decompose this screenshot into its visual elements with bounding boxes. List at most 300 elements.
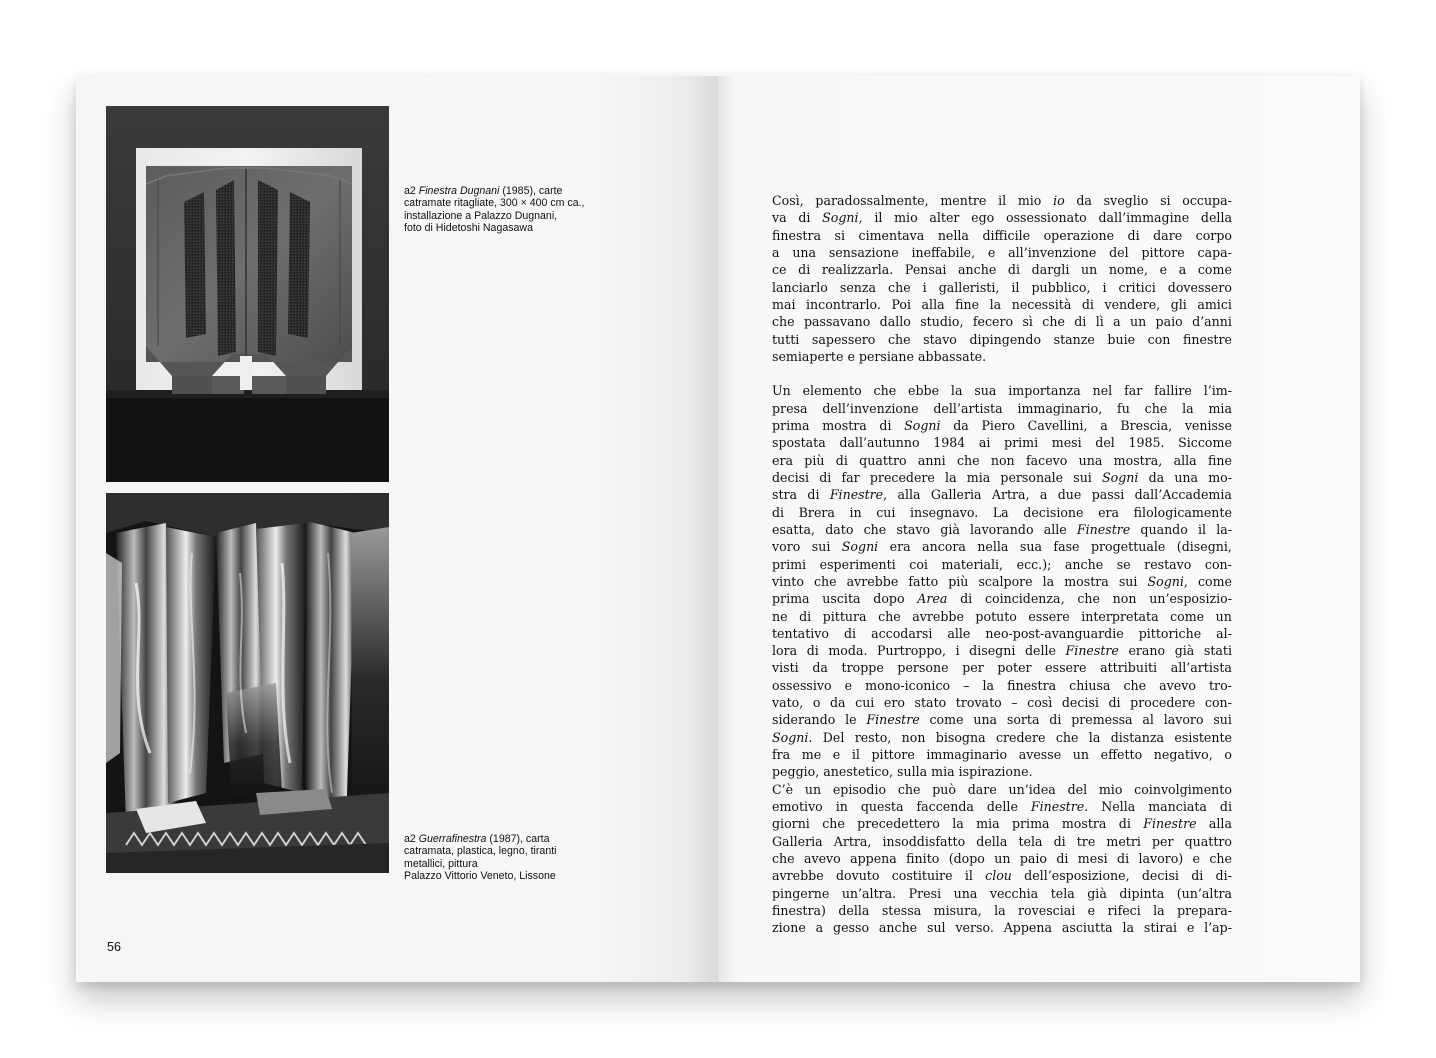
word: per xyxy=(962,660,984,676)
word: o xyxy=(812,695,821,711)
word: lavoro) xyxy=(1138,850,1184,866)
word: il xyxy=(851,747,860,762)
caption-line: Palazzo Vittorio Veneto, Lissone xyxy=(404,870,556,883)
word: La xyxy=(992,504,1009,520)
word: resto, xyxy=(854,729,892,745)
word: decisi xyxy=(772,470,810,485)
word: dopo xyxy=(873,591,905,607)
word: finestra xyxy=(1007,677,1057,693)
word: stati xyxy=(1203,643,1232,659)
word: un’esposizio- xyxy=(1149,591,1232,607)
word: era xyxy=(1098,504,1120,520)
word: si xyxy=(834,227,846,243)
word: incontrarlo. xyxy=(806,296,881,312)
word: di xyxy=(1191,868,1204,884)
word: attribuiti xyxy=(1100,660,1158,676)
word: facevo xyxy=(1025,452,1068,468)
word: insoddisfatto xyxy=(882,833,966,849)
word: di xyxy=(1118,816,1131,832)
word: della xyxy=(1200,210,1232,226)
word: trovato xyxy=(955,695,1002,711)
word: metri xyxy=(1106,833,1141,849)
caption-line xyxy=(404,833,604,845)
word: mia xyxy=(976,816,1000,832)
word: all’invenzione xyxy=(1008,244,1097,260)
text-line xyxy=(772,209,1232,226)
word: a xyxy=(1039,487,1048,503)
word: lora xyxy=(772,643,798,659)
word: spostata xyxy=(772,435,826,451)
word: la xyxy=(1122,920,1135,936)
word: avrebbe xyxy=(772,868,824,884)
word: troppe xyxy=(841,660,884,676)
word: ai xyxy=(978,435,991,451)
word: negativo, xyxy=(1153,747,1213,762)
word: mentre xyxy=(940,193,987,208)
word: precedere xyxy=(869,470,935,485)
word: disegni xyxy=(969,643,1016,659)
word: difficile xyxy=(982,227,1031,243)
word: prima xyxy=(772,591,810,607)
word: mostra xyxy=(822,418,867,434)
word: da xyxy=(812,660,828,676)
word: di xyxy=(1108,695,1121,711)
word: Artra, xyxy=(991,487,1030,503)
word: prepara- xyxy=(1177,902,1232,918)
word: mia xyxy=(966,470,991,485)
word: che xyxy=(772,314,795,330)
word: stanze xyxy=(1053,331,1095,347)
word: me xyxy=(801,747,822,762)
word: dallo xyxy=(879,314,911,330)
word: Sogni, xyxy=(822,210,863,226)
word: siderando xyxy=(772,712,836,728)
word: i xyxy=(922,279,927,295)
word: la xyxy=(1088,729,1101,745)
word: l’im- xyxy=(1203,383,1232,399)
word: procedere xyxy=(1130,695,1196,711)
word: progettuale xyxy=(1090,539,1166,555)
text-line xyxy=(772,538,1232,555)
word: sul xyxy=(926,920,946,936)
word: voro xyxy=(772,539,801,555)
word: decisione xyxy=(1023,504,1084,520)
text-line xyxy=(772,192,1232,209)
word: il xyxy=(874,210,883,226)
text-line xyxy=(772,867,1232,884)
word: passavano xyxy=(803,314,871,330)
word: che xyxy=(822,816,845,832)
word: più xyxy=(948,573,969,589)
text-line xyxy=(772,833,1232,850)
word: – xyxy=(1011,695,1018,711)
word: fra xyxy=(772,747,791,762)
word: effetto xyxy=(1100,747,1143,762)
word: costituire xyxy=(891,868,953,884)
word: asciutta xyxy=(1061,920,1113,936)
word: poter xyxy=(997,660,1032,676)
word: tro- xyxy=(1208,677,1232,693)
word: a xyxy=(1113,314,1121,330)
word: ecc.); xyxy=(1016,556,1052,572)
word: erano xyxy=(1128,643,1166,659)
word: alter xyxy=(929,210,960,226)
word: era xyxy=(889,539,911,555)
word: dovuto xyxy=(835,868,880,884)
word: alle xyxy=(947,625,971,641)
word: che xyxy=(1123,677,1147,693)
word: persone xyxy=(897,660,949,676)
word: nella xyxy=(937,227,969,243)
word: avrebbe xyxy=(912,608,964,624)
text-line xyxy=(772,296,1232,313)
word: da xyxy=(830,695,846,711)
word: come xyxy=(1170,608,1205,624)
word: stessa xyxy=(881,902,922,918)
word: di xyxy=(1056,850,1069,866)
word: di xyxy=(798,262,811,278)
word: mio xyxy=(1098,781,1123,797)
word: dare xyxy=(1153,227,1183,243)
word: nome, xyxy=(1108,262,1148,278)
text-line xyxy=(772,417,1232,434)
body-text xyxy=(772,192,1232,936)
word: paio xyxy=(1155,314,1183,330)
word: già xyxy=(1087,885,1107,901)
word: corpo xyxy=(1195,227,1232,243)
word: Area xyxy=(917,591,948,607)
word: finito xyxy=(906,850,940,866)
word: che xyxy=(873,383,897,399)
word: mio xyxy=(1017,193,1042,208)
word: i xyxy=(955,643,960,659)
word: 1984 xyxy=(933,435,966,451)
word: la xyxy=(982,677,995,693)
text-line xyxy=(772,729,1232,746)
word: sui xyxy=(1118,573,1138,589)
word: il xyxy=(964,868,973,884)
word: sua xyxy=(1019,539,1042,555)
word: ancora xyxy=(922,539,966,555)
word: manciata xyxy=(1148,798,1207,814)
word: mo- xyxy=(1208,470,1232,485)
word: paradossalmente, xyxy=(815,193,929,208)
word: dato xyxy=(825,521,854,537)
word: credere xyxy=(995,729,1046,745)
word: ero xyxy=(883,695,905,711)
word: dell’esposizione, xyxy=(1024,868,1130,884)
word: Poi xyxy=(891,296,912,312)
word: una xyxy=(973,712,998,728)
word: Finestre xyxy=(866,712,920,728)
word: di xyxy=(806,643,819,659)
word: interpretata xyxy=(1081,608,1159,624)
word: Pensai xyxy=(904,262,947,278)
word: in xyxy=(835,798,848,814)
word: che xyxy=(863,521,887,537)
word: cui xyxy=(855,695,875,711)
caption-line: foto di Hidetoshi Nagasawa xyxy=(404,222,533,235)
word: di xyxy=(1053,833,1066,849)
word: ne xyxy=(772,608,788,624)
word: ineffabile, xyxy=(911,244,976,260)
caption-prefix: a2 xyxy=(404,185,419,197)
word: mai xyxy=(772,296,796,312)
word: già xyxy=(1174,643,1195,659)
word: che xyxy=(1209,850,1232,866)
word: dovessero xyxy=(1167,279,1232,295)
word: dall’immagine xyxy=(1098,210,1190,226)
word: un xyxy=(1072,747,1090,762)
word: scalpore xyxy=(978,573,1033,589)
word: tre xyxy=(1076,833,1096,849)
text-line xyxy=(772,244,1232,261)
word: Cavellini, xyxy=(1027,418,1088,434)
word: di xyxy=(843,625,857,641)
word: anni xyxy=(917,452,946,468)
word: Presi xyxy=(908,885,942,901)
word: (disegni, xyxy=(1176,539,1232,555)
word: così xyxy=(1027,695,1053,711)
word: esistente xyxy=(1174,729,1232,745)
word: mio xyxy=(894,210,918,226)
word: che xyxy=(887,331,911,347)
word: materiali, xyxy=(941,556,1004,572)
word: amici xyxy=(1197,296,1232,312)
word: stavo xyxy=(896,521,931,537)
word: primi xyxy=(1004,435,1039,451)
word: realizzarla. xyxy=(821,262,894,278)
word: sui xyxy=(811,539,831,555)
text-line xyxy=(772,919,1232,936)
word: e xyxy=(987,244,996,260)
word: di xyxy=(960,591,973,607)
word: la xyxy=(950,383,963,399)
word: che xyxy=(1042,314,1065,330)
word: la xyxy=(989,296,1002,312)
word: finestra xyxy=(772,227,822,243)
word: una xyxy=(792,244,817,260)
word: come xyxy=(1197,262,1232,278)
word: e xyxy=(1192,850,1200,866)
word: e xyxy=(832,747,841,762)
word: Brescia, xyxy=(1120,418,1173,434)
word: che xyxy=(1055,729,1079,745)
word: Brera xyxy=(798,504,835,520)
word: Sogni xyxy=(841,539,879,555)
word: appena xyxy=(850,850,897,866)
word: nel xyxy=(1092,383,1113,399)
word: che xyxy=(813,573,837,589)
word: pubblico, xyxy=(1031,279,1091,295)
word: dall’Accademia xyxy=(1134,487,1232,503)
word: paio xyxy=(1019,850,1047,866)
caption-text: (1985), carte xyxy=(499,185,563,197)
word: Siccome xyxy=(1178,435,1232,451)
word: da xyxy=(1148,470,1165,485)
word: insegnavo. xyxy=(910,504,979,520)
word: l’ap- xyxy=(1204,920,1232,936)
word: a xyxy=(1178,262,1187,278)
text-line xyxy=(772,608,1232,625)
paragraph-gap xyxy=(772,365,1232,382)
word: esatta, xyxy=(772,521,816,537)
word: restavo xyxy=(1144,556,1192,572)
word: fine xyxy=(955,296,980,312)
text-line xyxy=(772,279,1232,296)
word: sui xyxy=(1073,470,1092,485)
text-line xyxy=(772,556,1232,573)
text-line: semiaperte e persiane abbassate. xyxy=(772,348,987,364)
word: che xyxy=(888,279,911,295)
word: dargli xyxy=(1031,262,1070,278)
text-line xyxy=(772,469,1232,486)
word: da xyxy=(953,418,969,434)
word: di xyxy=(1007,262,1021,278)
word: dell’artista xyxy=(933,400,1003,416)
word: Piero xyxy=(981,418,1015,434)
word: essere xyxy=(1028,608,1070,624)
word: un xyxy=(1215,608,1232,624)
word: della xyxy=(838,902,870,918)
word: fase xyxy=(1053,539,1080,555)
word: la xyxy=(1182,400,1194,416)
word: immaginario, xyxy=(1017,400,1103,416)
text-line xyxy=(772,902,1232,919)
word: distanza xyxy=(1110,729,1165,745)
word: era xyxy=(772,452,793,468)
word: moda. xyxy=(828,643,868,659)
word: due xyxy=(1057,487,1082,503)
word: accodarsi xyxy=(871,625,933,641)
word: studio, xyxy=(920,314,964,330)
word: immaginario xyxy=(926,747,1008,762)
word: vinto xyxy=(772,573,804,589)
word: di xyxy=(799,608,812,624)
word: tentativo xyxy=(772,625,829,641)
word: ossessivo xyxy=(772,677,832,693)
word: bisogna xyxy=(935,729,986,745)
word: in xyxy=(849,504,862,520)
word: le xyxy=(845,712,857,728)
word: lanciarlo xyxy=(772,279,828,295)
word: un’altra. xyxy=(841,885,897,901)
caption-line xyxy=(404,185,604,197)
word: coinvolgimento xyxy=(1134,781,1232,797)
word: far xyxy=(1124,383,1143,399)
word: giorni xyxy=(772,816,810,832)
word: io xyxy=(1053,193,1065,208)
word: Un xyxy=(772,383,791,399)
word: quattro xyxy=(859,452,907,468)
word: C’è xyxy=(772,781,794,797)
text-line xyxy=(772,261,1232,278)
word: cui xyxy=(876,504,896,520)
word: galleristi, xyxy=(938,279,1000,295)
word: più xyxy=(804,452,825,468)
word: primi xyxy=(772,556,807,572)
text-line xyxy=(772,434,1232,451)
word: una xyxy=(1078,452,1103,468)
caption-title: Finestra Dugnani xyxy=(418,185,500,197)
text-line xyxy=(772,227,1232,244)
word: tela xyxy=(1018,833,1043,849)
word: stirai xyxy=(1143,920,1177,936)
word: di xyxy=(807,487,820,503)
word: stavo xyxy=(923,331,957,347)
word: esperimenti xyxy=(819,556,896,572)
word: dipingendo xyxy=(969,331,1042,347)
word: può xyxy=(932,781,956,797)
text-line xyxy=(772,313,1232,330)
word: non xyxy=(1112,591,1137,607)
word: e xyxy=(1087,902,1096,918)
word: Sogni xyxy=(904,418,941,434)
word: (dopo xyxy=(948,850,985,866)
word: rifeci xyxy=(1107,902,1141,918)
word: a xyxy=(815,920,824,936)
figure-caption-1 xyxy=(404,185,604,235)
word: clou xyxy=(985,868,1012,884)
word: pittura xyxy=(822,608,867,624)
text-line xyxy=(772,331,1232,348)
text-line xyxy=(772,521,1232,538)
word: vecchia xyxy=(989,885,1039,901)
caption-line: installazione a Palazzo Dugnani, xyxy=(404,209,558,222)
text-line xyxy=(772,486,1232,503)
word: Finestre xyxy=(1076,521,1131,537)
word: questa xyxy=(860,798,904,814)
word: ce xyxy=(772,262,787,278)
text-line: peggio, anestetico, sulla mia ispirazione. xyxy=(772,764,1033,780)
word: mesi xyxy=(1077,850,1108,866)
word: già xyxy=(940,521,960,537)
text-line xyxy=(772,642,1232,659)
word: (un’altra xyxy=(1176,885,1232,901)
word: dell’invenzione xyxy=(822,400,919,416)
word: un’idea xyxy=(1008,781,1056,797)
word: un xyxy=(1081,262,1098,278)
word: e xyxy=(1159,262,1168,278)
word: alla xyxy=(897,487,921,503)
word: operazione xyxy=(1043,227,1115,243)
word: i xyxy=(1102,279,1107,295)
word: al xyxy=(1142,712,1154,728)
word: la xyxy=(1042,573,1055,589)
word: verso. xyxy=(955,920,994,936)
word: come xyxy=(1197,573,1232,589)
word: la xyxy=(1153,902,1165,918)
word: pittoriche xyxy=(1138,625,1202,641)
word: fallire xyxy=(1154,383,1192,399)
word: che xyxy=(956,452,980,468)
word: di xyxy=(1127,227,1140,243)
word: la xyxy=(945,470,957,485)
word: lì xyxy=(1095,314,1104,330)
word: se xyxy=(1116,556,1131,572)
word: fatto xyxy=(908,573,939,589)
word: Finestre xyxy=(1143,816,1197,832)
word: far xyxy=(841,470,860,485)
word: Galleria xyxy=(930,487,982,503)
text-line xyxy=(772,711,1232,728)
word: da xyxy=(1076,193,1092,208)
word: Sogni xyxy=(1102,470,1139,485)
word: del xyxy=(1109,244,1129,260)
word: mostra xyxy=(1064,573,1109,589)
word: alla xyxy=(1173,452,1197,468)
caption-line: catramata, plastica, legno, tiranti xyxy=(404,845,557,858)
